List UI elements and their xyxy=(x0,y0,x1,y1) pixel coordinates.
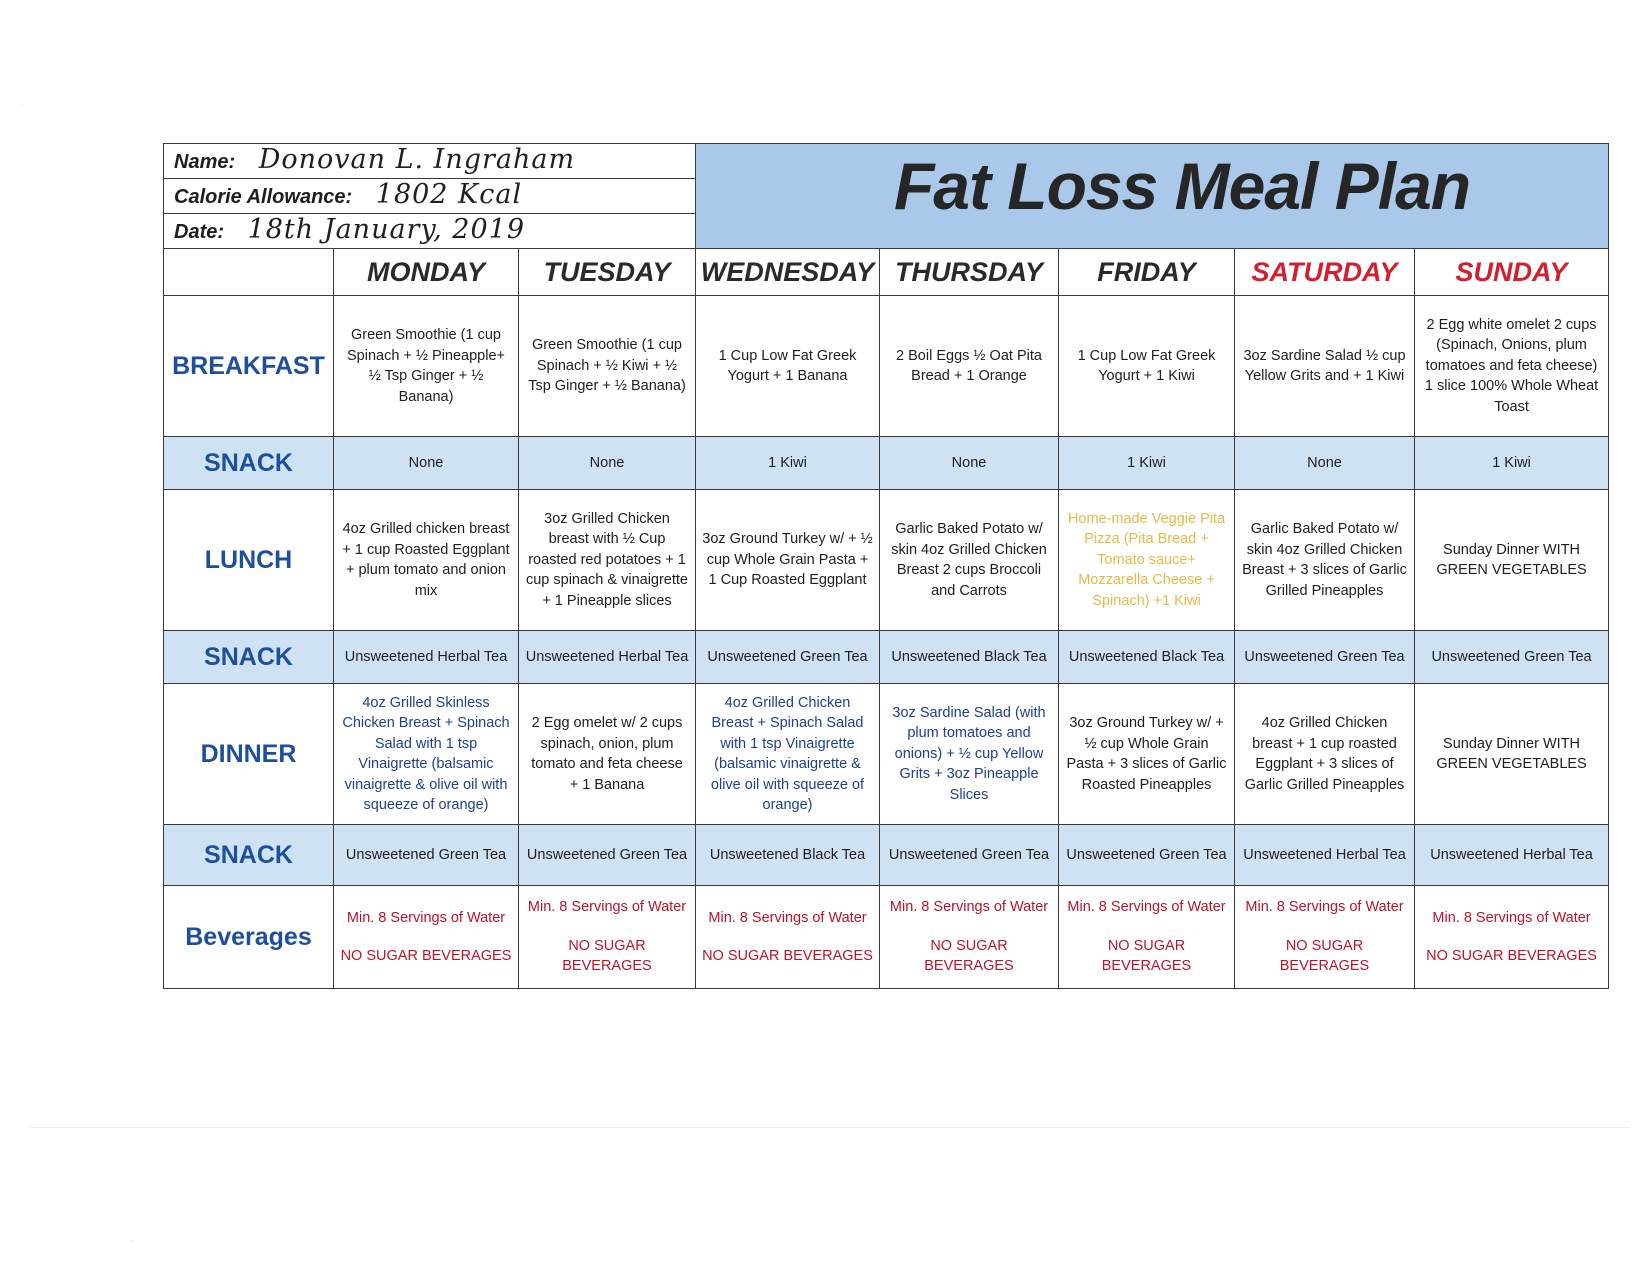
beverages-monday xyxy=(334,886,519,989)
beverages-friday xyxy=(1059,886,1235,989)
title-banner xyxy=(696,144,1609,249)
lunch-sunday: Sunday Dinner WITH GREEN VEGETABLES xyxy=(1415,490,1609,631)
snack-row-3 xyxy=(164,825,1609,886)
name-row xyxy=(164,144,1609,179)
snack1-thursday: None xyxy=(880,437,1059,490)
lunch-friday: Home-made Veggie Pita Pizza (Pita Bread + Tomato sauce+ Mozzarella Cheese + Spinach) +1 Kiwi xyxy=(1059,490,1235,631)
no-sugar-note: NO SUGAR BEVERAGES xyxy=(702,948,873,964)
snack1-saturday: None xyxy=(1235,437,1415,490)
snack-label-1: SNACK xyxy=(164,437,334,490)
day-tuesday: TUESDAY xyxy=(519,249,696,296)
lunch-monday: 4oz Grilled chicken breast + 1 cup Roasted Eggplant + plum tomato and onion mix xyxy=(334,490,519,631)
snack3-tuesday: Unsweetened Green Tea xyxy=(519,825,696,886)
beverages-sunday xyxy=(1415,886,1609,989)
snack2-wednesday: Unsweetened Green Tea xyxy=(696,631,880,684)
dinner-wednesday: 4oz Grilled Chicken Breast + Spinach Salad with 1 tsp Vinaigrette (balsamic vinaigrette & olive oil with squeeze of orange) xyxy=(696,684,880,825)
dinner-saturday: 4oz Grilled Chicken breast + 1 cup roasted Eggplant + 3 slices of Garlic Grilled Pineapples xyxy=(1235,684,1415,825)
breakfast-row xyxy=(164,296,1609,437)
snack2-saturday: Unsweetened Green Tea xyxy=(1235,631,1415,684)
snack-row-1 xyxy=(164,437,1609,490)
snack1-wednesday: 1 Kiwi xyxy=(696,437,880,490)
water-note: Min. 8 Servings of Water xyxy=(527,899,687,916)
day-saturday: SATURDAY xyxy=(1235,249,1415,296)
snack2-thursday: Unsweetened Black Tea xyxy=(880,631,1059,684)
lunch-thursday: Garlic Baked Potato w/ skin 4oz Grilled Chicken Breast 2 cups Broccoli and Carrots xyxy=(880,490,1059,631)
snack3-sunday: Unsweetened Herbal Tea xyxy=(1415,825,1609,886)
days-header-row xyxy=(164,249,1609,296)
snack3-wednesday: Unsweetened Black Tea xyxy=(696,825,880,886)
calorie-field xyxy=(164,179,696,214)
dinner-label: DINNER xyxy=(164,684,334,825)
beverages-saturday xyxy=(1235,886,1415,989)
snack-label-3: SNACK xyxy=(164,825,334,886)
no-sugar-note: NO SUGAR BEVERAGES xyxy=(1279,937,1370,975)
day-friday: FRIDAY xyxy=(1059,249,1235,296)
calorie-value: 1802 Kcal xyxy=(375,178,523,210)
no-sugar-note: NO SUGAR BEVERAGES xyxy=(924,937,1014,975)
name-value: Donovan L. Ingraham xyxy=(258,143,576,175)
no-sugar-note: NO SUGAR BEVERAGES xyxy=(340,948,512,964)
water-note: Min. 8 Servings of Water xyxy=(1245,899,1404,916)
lunch-label: LUNCH xyxy=(164,490,334,631)
page-title: Fat Loss Meal Plan xyxy=(893,149,1471,224)
breakfast-friday: 1 Cup Low Fat Greek Yogurt + 1 Kiwi xyxy=(1059,296,1235,437)
breakfast-wednesday: 1 Cup Low Fat Greek Yogurt + 1 Banana xyxy=(696,296,880,437)
snack2-friday: Unsweetened Black Tea xyxy=(1059,631,1235,684)
snack3-monday: Unsweetened Green Tea xyxy=(334,825,519,886)
snack1-tuesday: None xyxy=(519,437,696,490)
name-field xyxy=(164,144,696,179)
snack1-monday: None xyxy=(334,437,519,490)
water-note: Min. 8 Servings of Water xyxy=(346,909,506,926)
dinner-tuesday: 2 Egg omelet w/ 2 cups spinach, onion, plum tomato and feta cheese + 1 Banana xyxy=(519,684,696,825)
date-value: 18th January, 2019 xyxy=(247,213,526,245)
dinner-monday: 4oz Grilled Skinless Chicken Breast + Spinach Salad with 1 tsp Vinaigrette (balsamic vinaigrette & olive oil with squeeze of orange) xyxy=(334,684,519,825)
breakfast-saturday: 3oz Sardine Salad ½ cup Yellow Grits and + 1 Kiwi xyxy=(1235,296,1415,437)
meal-plan-table xyxy=(163,143,1609,989)
breakfast-thursday: 2 Boil Eggs ½ Oat Pita Bread + 1 Orange xyxy=(880,296,1059,437)
beverages-row xyxy=(164,886,1609,989)
no-sugar-note: NO SUGAR BEVERAGES xyxy=(562,937,652,975)
dinner-row xyxy=(164,684,1609,825)
snack1-sunday: 1 Kiwi xyxy=(1415,437,1609,490)
day-sunday: SUNDAY xyxy=(1415,249,1609,296)
water-note: Min. 8 Servings of Water xyxy=(889,899,1049,916)
corner-cell xyxy=(164,249,334,296)
beverages-label: Beverages xyxy=(164,886,334,989)
scan-edge-line xyxy=(30,1127,1630,1128)
snack3-thursday: Unsweetened Green Tea xyxy=(880,825,1059,886)
no-sugar-note: NO SUGAR BEVERAGES xyxy=(1101,937,1192,975)
breakfast-sunday: 2 Egg white omelet 2 cups (Spinach, Onions, plum tomatoes and feta cheese) 1 slice 100% Whole Wheat Toast xyxy=(1415,296,1609,437)
lunch-tuesday: 3oz Grilled Chicken breast with ½ Cup roasted red potatoes + 1 cup spinach & vinaigrette + 1 Pineapple slices xyxy=(519,490,696,631)
beverages-tuesday xyxy=(519,886,696,989)
snack2-tuesday: Unsweetened Herbal Tea xyxy=(519,631,696,684)
breakfast-monday: Green Smoothie (1 cup Spinach + ½ Pineapple+ ½ Tsp Ginger + ½ Banana) xyxy=(334,296,519,437)
snack-label-2: SNACK xyxy=(164,631,334,684)
water-note: Min. 8 Servings of Water xyxy=(1067,899,1226,916)
beverages-thursday xyxy=(880,886,1059,989)
water-note: Min. 8 Servings of Water xyxy=(1432,909,1591,926)
date-field xyxy=(164,214,696,249)
snack3-friday: Unsweetened Green Tea xyxy=(1059,825,1235,886)
name-label: Name: xyxy=(174,150,236,173)
day-monday: MONDAY xyxy=(334,249,519,296)
snack2-monday: Unsweetened Herbal Tea xyxy=(334,631,519,684)
snack-row-2 xyxy=(164,631,1609,684)
water-note: Min. 8 Servings of Water xyxy=(708,909,867,926)
day-wednesday: WEDNESDAY xyxy=(696,249,880,296)
breakfast-tuesday: Green Smoothie (1 cup Spinach + ½ Kiwi + ½ Tsp Ginger + ½ Banana) xyxy=(519,296,696,437)
day-thursday: THURSDAY xyxy=(880,249,1059,296)
lunch-row xyxy=(164,490,1609,631)
dinner-thursday: 3oz Sardine Salad (with plum tomatoes and onions) + ½ cup Yellow Grits + 3oz Pineapple Slices xyxy=(880,684,1059,825)
scan-speck: · xyxy=(20,100,24,111)
lunch-wednesday: 3oz Ground Turkey w/ + ½ cup Whole Grain Pasta + 1 Cup Roasted Eggplant xyxy=(696,490,880,631)
dinner-sunday: Sunday Dinner WITH GREEN VEGETABLES xyxy=(1415,684,1609,825)
dinner-friday: 3oz Ground Turkey w/ + ½ cup Whole Grain Pasta + 3 slices of Garlic Roasted Pineapples xyxy=(1059,684,1235,825)
snack3-saturday: Unsweetened Herbal Tea xyxy=(1235,825,1415,886)
breakfast-label: BREAKFAST xyxy=(164,296,334,437)
meal-plan-sheet xyxy=(163,143,1608,1013)
calorie-label: Calorie Allowance: xyxy=(174,185,353,208)
snack2-sunday: Unsweetened Green Tea xyxy=(1415,631,1609,684)
date-label: Date: xyxy=(174,220,225,243)
no-sugar-note: NO SUGAR BEVERAGES xyxy=(1426,948,1597,964)
snack1-friday: 1 Kiwi xyxy=(1059,437,1235,490)
scan-speck: · xyxy=(130,1235,134,1246)
beverages-wednesday xyxy=(696,886,880,989)
lunch-saturday: Garlic Baked Potato w/ skin 4oz Grilled Chicken Breast + 3 slices of Garlic Grilled Pineapples xyxy=(1235,490,1415,631)
